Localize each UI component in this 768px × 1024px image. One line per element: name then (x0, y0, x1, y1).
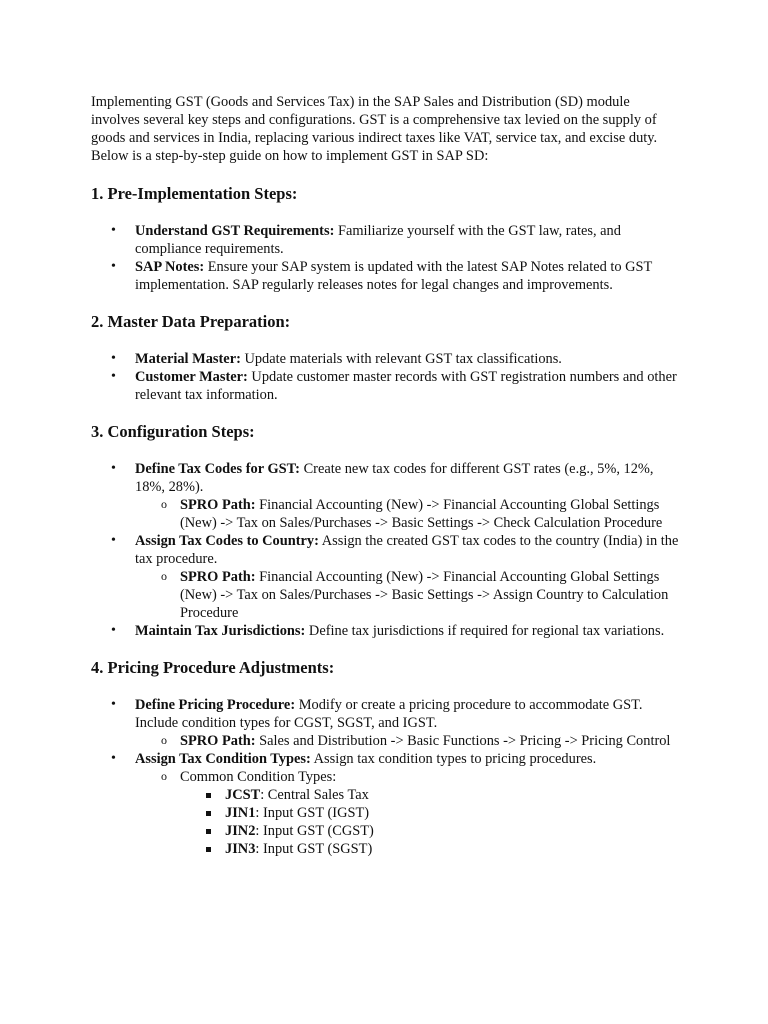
bullet-list (91, 222, 681, 294)
item-text: Familiarize yourself with the GST law, rates, and compliance requirements. (135, 223, 621, 257)
item-label: Material Master: (135, 351, 241, 367)
condition-code: JIN1 (225, 805, 256, 821)
item-label: Assign Tax Codes to Country: (135, 533, 319, 549)
condition-desc: : Input GST (IGST) (255, 805, 370, 821)
condition-type-item (91, 840, 681, 858)
item-label: Customer Master: (135, 369, 248, 385)
document-body (91, 93, 681, 858)
sub-list-item (91, 768, 681, 858)
sub-list (135, 732, 681, 750)
item-text: Sales and Distribution -> Basic Functions -> Pricing -> Pricing Control (255, 733, 671, 749)
section-heading: 2. Master Data Preparation: (91, 312, 291, 331)
condition-desc: : Input GST (SGST) (255, 841, 373, 857)
section-heading: 4. Pricing Procedure Adjustments: (91, 658, 335, 677)
item-label: SPRO Path: (180, 497, 256, 513)
condition-code: JIN2 (225, 823, 256, 839)
item-label: Define Pricing Procedure: (135, 697, 296, 713)
list-item (91, 368, 681, 404)
item-label: SPRO Path: (180, 733, 256, 749)
bullet-list (91, 460, 681, 640)
condition-type-item (91, 804, 681, 822)
list-item (91, 696, 681, 750)
bullet-list (91, 350, 681, 404)
sub-list-item (91, 496, 681, 532)
item-text: Financial Accounting (New) -> Financial Accounting Global Settings (New) -> Tax on Sales/Purchases -> Basic Settings -> Assign Country to Calculation Procedure (180, 569, 669, 621)
item-text: Assign tax condition types to pricing procedures. (310, 751, 597, 767)
condition-desc: : Central Sales Tax (260, 787, 369, 803)
item-text: Update materials with relevant GST tax classifications. (240, 351, 562, 367)
list-item (91, 622, 681, 640)
intro-paragraph: Implementing GST (Goods and Services Tax) in the SAP Sales and Distribution (SD) module involves several key steps and configurations. GST is a comprehensive tax levied on the supply of goods and services in India, replacing various indirect taxes like VAT, service tax, and excise duty. Below is a step-by-step guide on how to implement GST in SAP SD: (91, 94, 658, 164)
sub-list (135, 568, 681, 622)
item-label: SAP Notes: (135, 259, 205, 275)
list-item (91, 222, 681, 258)
item-text: Ensure your SAP system is updated with the latest SAP Notes related to GST implementation. SAP regularly releases notes for legal changes and improvements. (135, 259, 653, 293)
item-label: Assign Tax Condition Types: (135, 751, 311, 767)
condition-desc: : Input GST (CGST) (255, 823, 374, 839)
sub-list-item (91, 732, 681, 750)
condition-code: JCST (225, 787, 261, 803)
sub-list (135, 768, 681, 858)
item-label: SPRO Path: (180, 569, 256, 585)
bullet-list (91, 696, 681, 858)
item-label: Understand GST Requirements: (135, 223, 335, 239)
condition-type-item (91, 822, 681, 840)
item-label: Define Tax Codes for GST: (135, 461, 300, 477)
sub-sub-list (180, 786, 681, 858)
list-item (91, 460, 681, 532)
list-item (91, 350, 681, 368)
item-text: Create new tax codes for different GST rates (e.g., 5%, 12%, 18%, 28%). (135, 461, 654, 495)
list-item (91, 750, 681, 858)
section-heading: 1. Pre-Implementation Steps: (91, 184, 298, 203)
item-text: Define tax jurisdictions if required for regional tax variations. (305, 623, 665, 639)
list-item (91, 532, 681, 622)
item-label: Maintain Tax Jurisdictions: (135, 623, 306, 639)
list-item (91, 258, 681, 294)
section-heading: 3. Configuration Steps: (91, 422, 255, 441)
item-text: Modify or create a pricing procedure to accommodate GST. Include condition types for CGST, SGST, and IGST. (135, 697, 643, 731)
item-text: Common Condition Types: (180, 769, 337, 785)
condition-type-item (91, 786, 681, 804)
condition-code: JIN3 (225, 841, 256, 857)
sub-list (135, 496, 681, 532)
item-text: Financial Accounting (New) -> Financial Accounting Global Settings (New) -> Tax on Sales/Purchases -> Basic Settings -> Check Calculation Procedure (180, 497, 663, 531)
item-text: Update customer master records with GST registration numbers and other relevant tax information. (135, 369, 677, 403)
sub-list-item (91, 568, 681, 622)
item-text: Assign the created GST tax codes to the country (India) in the tax procedure. (135, 533, 679, 567)
